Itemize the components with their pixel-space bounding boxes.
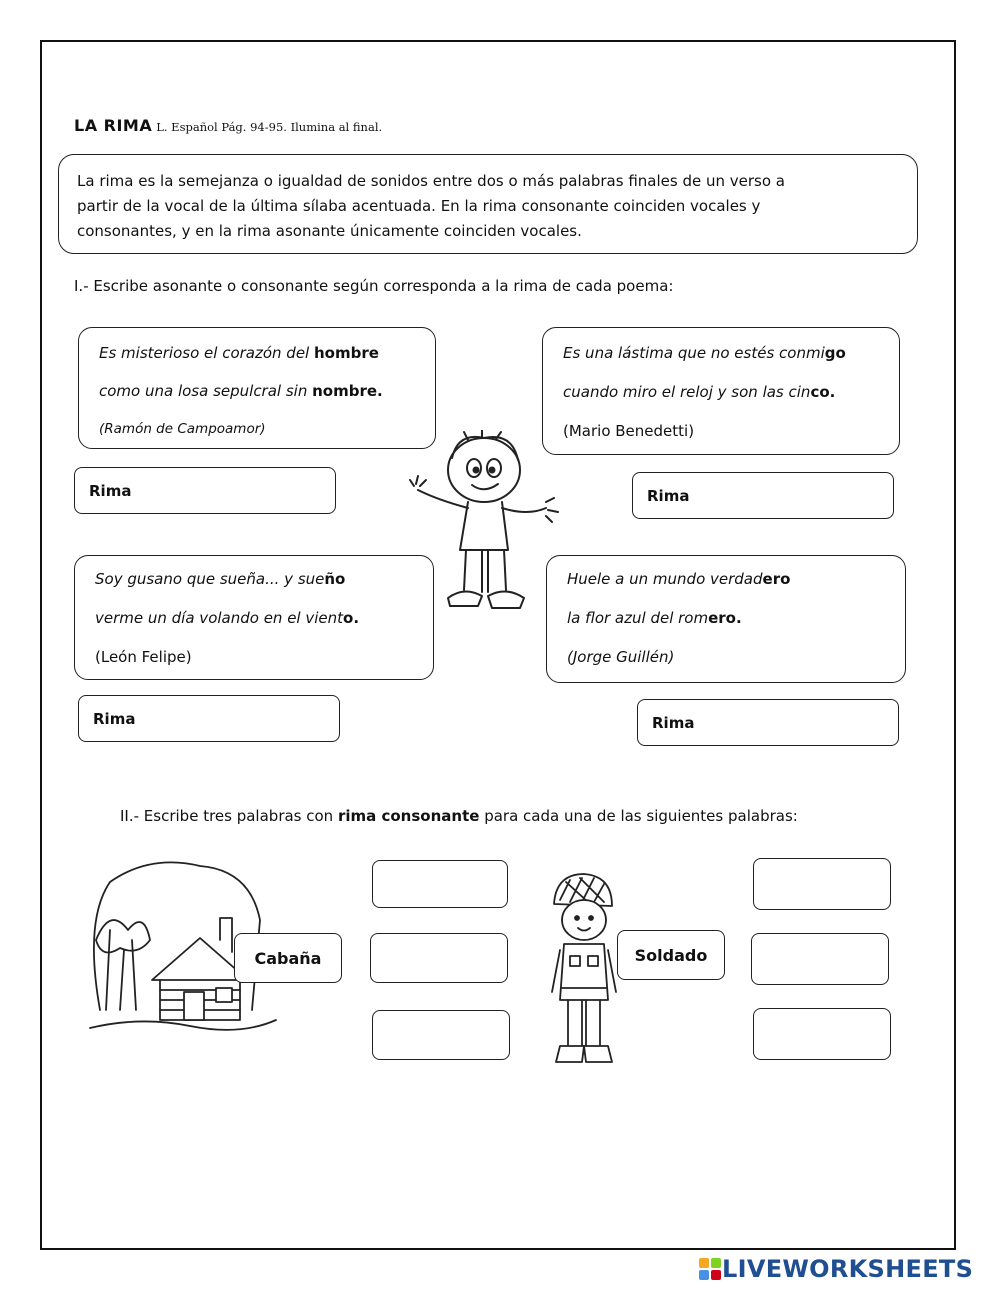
rima-answer-field-3[interactable]: Rima <box>78 695 340 742</box>
definition-line: partir de la vocal de la última sílaba acentuada. En la rima consonante coinciden vocales y <box>77 197 761 215</box>
title-subtitle: L. Español Pág. 94-95. Ilumina al final. <box>156 120 383 134</box>
poem-line: Es misterioso el corazón del hombre <box>99 344 379 362</box>
page-title <box>74 116 382 135</box>
poem-line: cuando miro el reloj y son las cinco. <box>563 383 836 401</box>
logo-text: LIVEWORKSHEETS <box>722 1255 974 1283</box>
rima-answer-field-1[interactable]: Rima <box>74 467 336 514</box>
answer-box-cabana-1[interactable] <box>372 860 508 908</box>
section2-instruction: II.- Escribe tres palabras con rima consonante para cada una de las siguientes palabras: <box>120 807 798 825</box>
rima-answer-field-2[interactable]: Rima <box>632 472 894 519</box>
poem-line: Huele a un mundo verdadero <box>567 570 791 588</box>
poem-line: Soy gusano que sueña... y sueño <box>95 570 346 588</box>
poem-line: como una losa sepulcral sin nombre. <box>99 382 383 400</box>
section1-instruction: I.- Escribe asonante o consonante según corresponda a la rima de cada poema: <box>74 277 674 295</box>
title-main: LA RIMA <box>74 116 153 135</box>
poem-line: la flor azul del romero. <box>567 609 742 627</box>
poem-box-4 <box>546 555 906 683</box>
soldier-illustration <box>546 870 620 1070</box>
poem-author: (Mario Benedetti) <box>563 422 695 440</box>
poem-line: verme un día volando en el viento. <box>95 609 360 627</box>
answer-box-cabana-2[interactable] <box>370 933 508 983</box>
rima-answer-field-4[interactable]: Rima <box>637 699 899 746</box>
liveworksheets-logo-icon <box>698 1257 722 1281</box>
poem-author: (Ramón de Campoamor) <box>99 421 266 437</box>
word-box-cabana: Cabaña <box>234 933 342 983</box>
definition-line: consonantes, y en la rima asonante únicamente coinciden vocales. <box>77 222 582 240</box>
poem-box-2 <box>542 327 900 455</box>
poem-box-3 <box>74 555 434 680</box>
answer-box-soldado-1[interactable] <box>753 858 891 910</box>
definition-box <box>58 154 918 254</box>
poem-line: Es una lástima que no estés conmigo <box>563 344 846 362</box>
word-box-soldado: Soldado <box>617 930 725 980</box>
liveworksheets-logo[interactable] <box>698 1256 973 1282</box>
poem-author: (León Felipe) <box>95 648 192 666</box>
poem-author: (Jorge Guillén) <box>567 648 675 666</box>
definition-line: La rima es la semejanza o igualdad de sonidos entre dos o más palabras finales de un verso a <box>77 172 785 190</box>
answer-box-cabana-3[interactable] <box>372 1010 510 1060</box>
answer-box-soldado-2[interactable] <box>751 933 889 985</box>
answer-box-soldado-3[interactable] <box>753 1008 891 1060</box>
poem-box-1 <box>78 327 436 449</box>
